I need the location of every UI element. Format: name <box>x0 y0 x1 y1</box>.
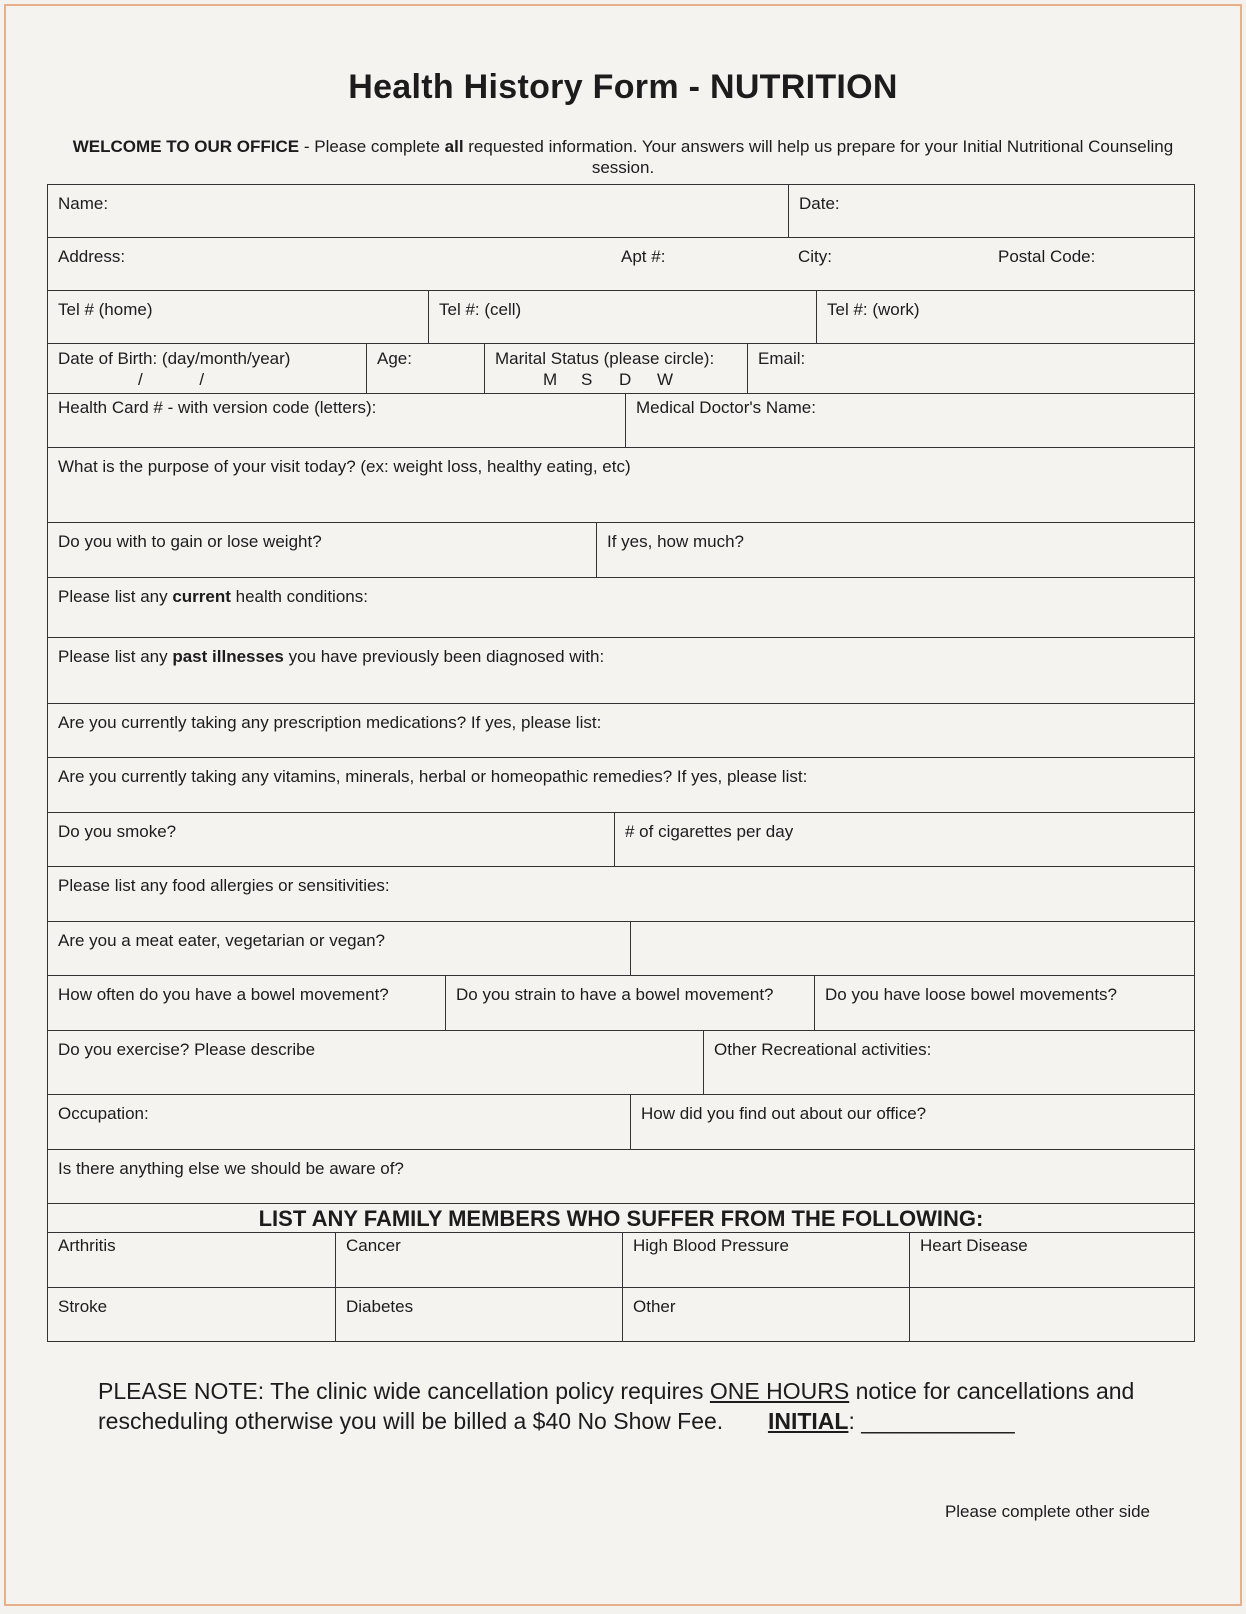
bowel-loose-field[interactable] <box>814 976 1194 1030</box>
marital-option-d[interactable]: D <box>619 370 632 389</box>
row-anything-else <box>47 1150 1195 1204</box>
row-family-1 <box>47 1233 1195 1288</box>
note-part2: notice for cancellations and rescheduling otherwise you will be billed a $40 No Show Fee. <box>98 1378 1135 1434</box>
current-conditions-bold: current <box>172 587 231 606</box>
bowel-strain-label: Do you strain to have a bowel movement? <box>456 985 774 1004</box>
age-label: Age: <box>377 349 412 368</box>
gain-lose-label: Do you with to gain or lose weight? <box>58 532 322 551</box>
row-past-illnesses <box>47 638 1195 704</box>
family-heart-disease-field[interactable] <box>909 1233 1194 1287</box>
row-address <box>47 238 1195 291</box>
bowel-often-label: How often do you have a bowel movement? <box>58 985 389 1004</box>
email-label: Email: <box>758 349 806 368</box>
footer-text: Please complete other side <box>944 1502 1150 1521</box>
past-illnesses-field[interactable] <box>48 638 1194 703</box>
address-field[interactable] <box>48 238 611 290</box>
dob-field[interactable] <box>48 344 366 393</box>
date-label: Date: <box>799 194 840 213</box>
row-bowel <box>47 976 1195 1031</box>
family-high-blood-pressure-label: High Blood Pressure <box>633 1236 789 1255</box>
row-diet <box>47 922 1195 976</box>
meat-eater-field[interactable] <box>48 922 630 975</box>
bowel-often-field[interactable] <box>48 976 445 1030</box>
marital-status-field[interactable] <box>484 344 747 393</box>
allergies-label: Please list any food allergies or sensitivities: <box>58 876 390 895</box>
row-family-heading <box>47 1204 1195 1233</box>
marital-options <box>495 369 737 390</box>
intro-part1: - Please complete <box>299 137 445 156</box>
bowel-loose-label: Do you have loose bowel movements? <box>825 985 1117 1004</box>
family-stroke-field[interactable] <box>48 1288 335 1341</box>
cigarettes-field[interactable] <box>614 813 1194 866</box>
name-label: Name: <box>58 194 109 213</box>
exercise-label: Do you exercise? Please describe <box>58 1040 316 1059</box>
cigarettes-label: # of cigarettes per day <box>625 822 794 841</box>
occupation-label: Occupation: <box>58 1104 149 1123</box>
current-conditions-field[interactable] <box>48 578 1194 637</box>
smoke-field[interactable] <box>48 813 614 866</box>
family-arthritis-field[interactable] <box>48 1233 335 1287</box>
family-diabetes-field[interactable] <box>335 1288 622 1341</box>
row-exercise <box>47 1031 1195 1095</box>
vitamins-label: Are you currently taking any vitamins, minerals, herbal or homeopathic remedies? If yes, please list: <box>58 767 808 786</box>
marital-status-label: Marital Status (please circle): <box>495 349 715 368</box>
city-label: City: <box>798 247 832 266</box>
note-part1: PLEASE NOTE: The clinic wide cancellation policy requires <box>98 1378 710 1404</box>
bowel-strain-field[interactable] <box>445 976 814 1030</box>
note-underline: ONE HOURS <box>709 1378 850 1404</box>
row-occupation <box>47 1095 1195 1150</box>
intro-lead: WELCOME TO OUR OFFICE <box>72 137 300 156</box>
purpose-label: What is the purpose of your visit today? (ex: weight loss, healthy eating, etc) <box>58 457 631 476</box>
page-title: Health History Form - NUTRITION <box>348 68 898 106</box>
past-illnesses-pre: Please list any <box>58 647 173 666</box>
marital-option-m[interactable]: M <box>543 370 558 389</box>
tel-work-field[interactable] <box>816 291 1194 343</box>
row-weight <box>47 523 1195 578</box>
row-vitamins <box>47 758 1195 813</box>
doctor-name-label: Medical Doctor's Name: <box>636 398 816 417</box>
row-allergies <box>47 867 1195 922</box>
tel-home-field[interactable] <box>48 291 428 343</box>
postal-code-field[interactable] <box>988 238 1194 290</box>
prescription-field[interactable] <box>48 704 1194 757</box>
address-label: Address: <box>58 247 126 266</box>
family-high-blood-pressure-field[interactable] <box>622 1233 909 1287</box>
health-card-label: Health Card # - with version code (letters): <box>58 398 377 417</box>
smoke-label: Do you smoke? <box>58 822 177 841</box>
health-form-table <box>47 184 1195 1342</box>
purpose-field[interactable] <box>48 448 1194 522</box>
age-field[interactable] <box>366 344 484 393</box>
family-stroke-label: Stroke <box>58 1297 108 1316</box>
row-prescription <box>47 704 1195 758</box>
health-card-field[interactable] <box>48 394 625 447</box>
gain-lose-field[interactable] <box>48 523 596 577</box>
dob-label: Date of Birth: (day/month/year) <box>58 349 291 368</box>
vitamins-field[interactable] <box>48 758 1194 812</box>
row-family-2 <box>47 1288 1195 1342</box>
intro-bold: all <box>444 137 464 156</box>
how-much-field[interactable] <box>596 523 1194 577</box>
row-telephone <box>47 291 1195 344</box>
tel-cell-label: Tel #: (cell) <box>439 300 522 319</box>
initial-label: INITIAL <box>767 1408 849 1434</box>
doctor-name-field[interactable] <box>625 394 1194 447</box>
meat-eater-blank[interactable] <box>630 922 1194 975</box>
row-current-conditions <box>47 578 1195 638</box>
intro-part2: requested information. Your answers will help us prepare for your Initial Nutritional Counseling session. <box>463 137 1174 177</box>
family-arthritis-label: Arthritis <box>58 1236 116 1255</box>
family-heading: LIST ANY FAMILY MEMBERS WHO SUFFER FROM THE FOLLOWING: <box>258 1206 984 1231</box>
family-cancer-field[interactable] <box>335 1233 622 1287</box>
row-dob-age-marital-email <box>47 344 1195 394</box>
form-page <box>4 4 1242 1606</box>
date-field[interactable] <box>788 185 1194 237</box>
row-smoke <box>47 813 1195 867</box>
name-field[interactable] <box>48 185 788 237</box>
tel-work-label: Tel #: (work) <box>827 300 920 319</box>
apt-label: Apt #: <box>621 247 666 266</box>
row-purpose <box>47 448 1195 523</box>
meat-eater-label: Are you a meat eater, vegetarian or vegan? <box>58 931 385 950</box>
anything-else-label: Is there anything else we should be aware of? <box>58 1159 404 1178</box>
how-much-label: If yes, how much? <box>607 532 745 551</box>
past-illnesses-post: you have previously been diagnosed with: <box>283 647 605 666</box>
family-heart-disease-label: Heart Disease <box>920 1236 1028 1255</box>
postal-code-label: Postal Code: <box>998 247 1096 266</box>
prescription-label: Are you currently taking any prescription medications? If yes, please list: <box>58 713 602 732</box>
anything-else-field[interactable] <box>48 1150 1194 1203</box>
initial-line[interactable]: : ____________ <box>848 1408 1015 1434</box>
marital-option-w[interactable]: W <box>657 370 674 389</box>
family-diabetes-label: Diabetes <box>346 1297 414 1316</box>
email-field[interactable] <box>747 344 1194 393</box>
family-other-label: Other <box>633 1297 676 1316</box>
find-out-label: How did you find out about our office? <box>641 1104 927 1123</box>
tel-cell-field[interactable] <box>428 291 816 343</box>
exercise-field[interactable] <box>48 1031 703 1094</box>
family-blank-field[interactable] <box>909 1288 1194 1341</box>
row-name-date <box>47 184 1195 238</box>
recreational-field[interactable] <box>703 1031 1194 1094</box>
find-out-field[interactable] <box>630 1095 1194 1149</box>
city-field[interactable] <box>788 238 988 290</box>
family-other-field[interactable] <box>622 1288 909 1341</box>
current-conditions-pre: Please list any <box>58 587 173 606</box>
family-cancer-label: Cancer <box>346 1236 401 1255</box>
allergies-field[interactable] <box>48 867 1194 921</box>
row-health-card-doctor <box>47 394 1195 448</box>
current-conditions-post: health conditions: <box>230 587 368 606</box>
dob-slashes: / / <box>138 370 205 389</box>
recreational-label: Other Recreational activities: <box>714 1040 932 1059</box>
intro-text <box>66 136 1180 178</box>
occupation-field[interactable] <box>48 1095 630 1149</box>
cancellation-note <box>98 1376 1178 1436</box>
marital-option-s[interactable]: S <box>581 370 593 389</box>
tel-home-label: Tel # (home) <box>58 300 153 319</box>
apt-field[interactable] <box>611 238 788 290</box>
past-illnesses-bold: past illnesses <box>172 647 284 666</box>
